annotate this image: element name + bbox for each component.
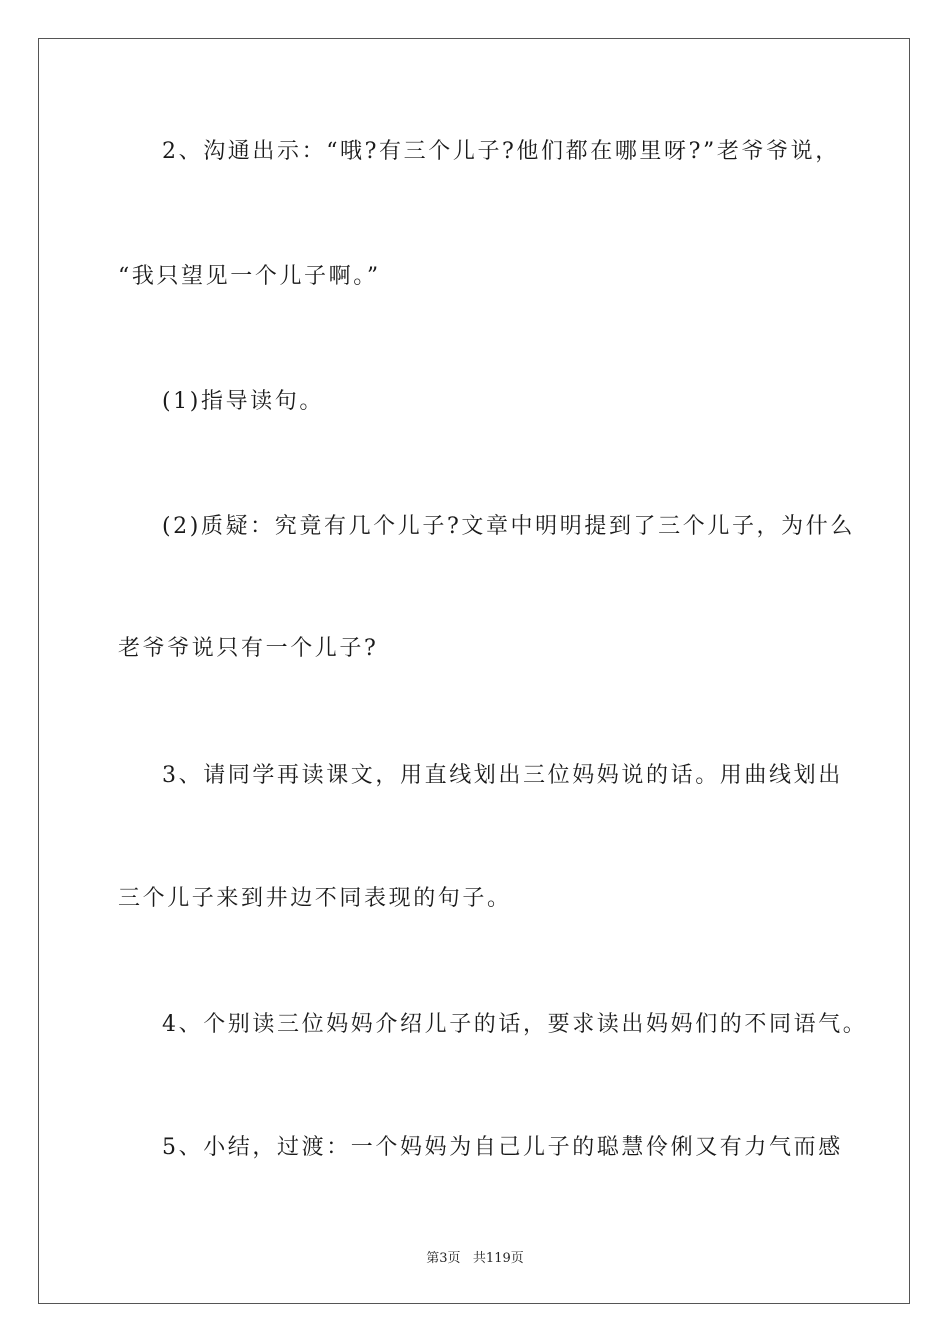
- paragraph-line-7: 三个儿子来到井边不同表现的句子。: [118, 886, 512, 911]
- paragraph-line-1: 2、沟通出示：“哦?有三个儿子?他们都在哪里呀?”老爷爷说，: [162, 139, 840, 164]
- paragraph-line-4: (2)质疑：究竟有几个儿子?文章中明明提到了三个儿子，为什么: [162, 514, 855, 539]
- paragraph-line-2: “我只望见一个儿子啊。”: [118, 264, 381, 289]
- paragraph-line-8: 4、个别读三位妈妈介绍儿子的话，要求读出妈妈们的不同语气。: [162, 1012, 868, 1037]
- paragraph-line-6: 3、请同学再读课文，用直线划出三位妈妈说的话。用曲线划出: [162, 763, 843, 788]
- paragraph-line-9: 5、小结，过渡：一个妈妈为自己儿子的聪慧伶俐又有力气而感: [162, 1135, 843, 1160]
- page-number-footer: 第3页 共119页: [426, 1251, 524, 1266]
- paragraph-line-3: (1)指导读句。: [162, 389, 324, 414]
- paragraph-line-5: 老爷爷说只有一个儿子?: [118, 636, 379, 661]
- page-frame: [38, 38, 910, 1304]
